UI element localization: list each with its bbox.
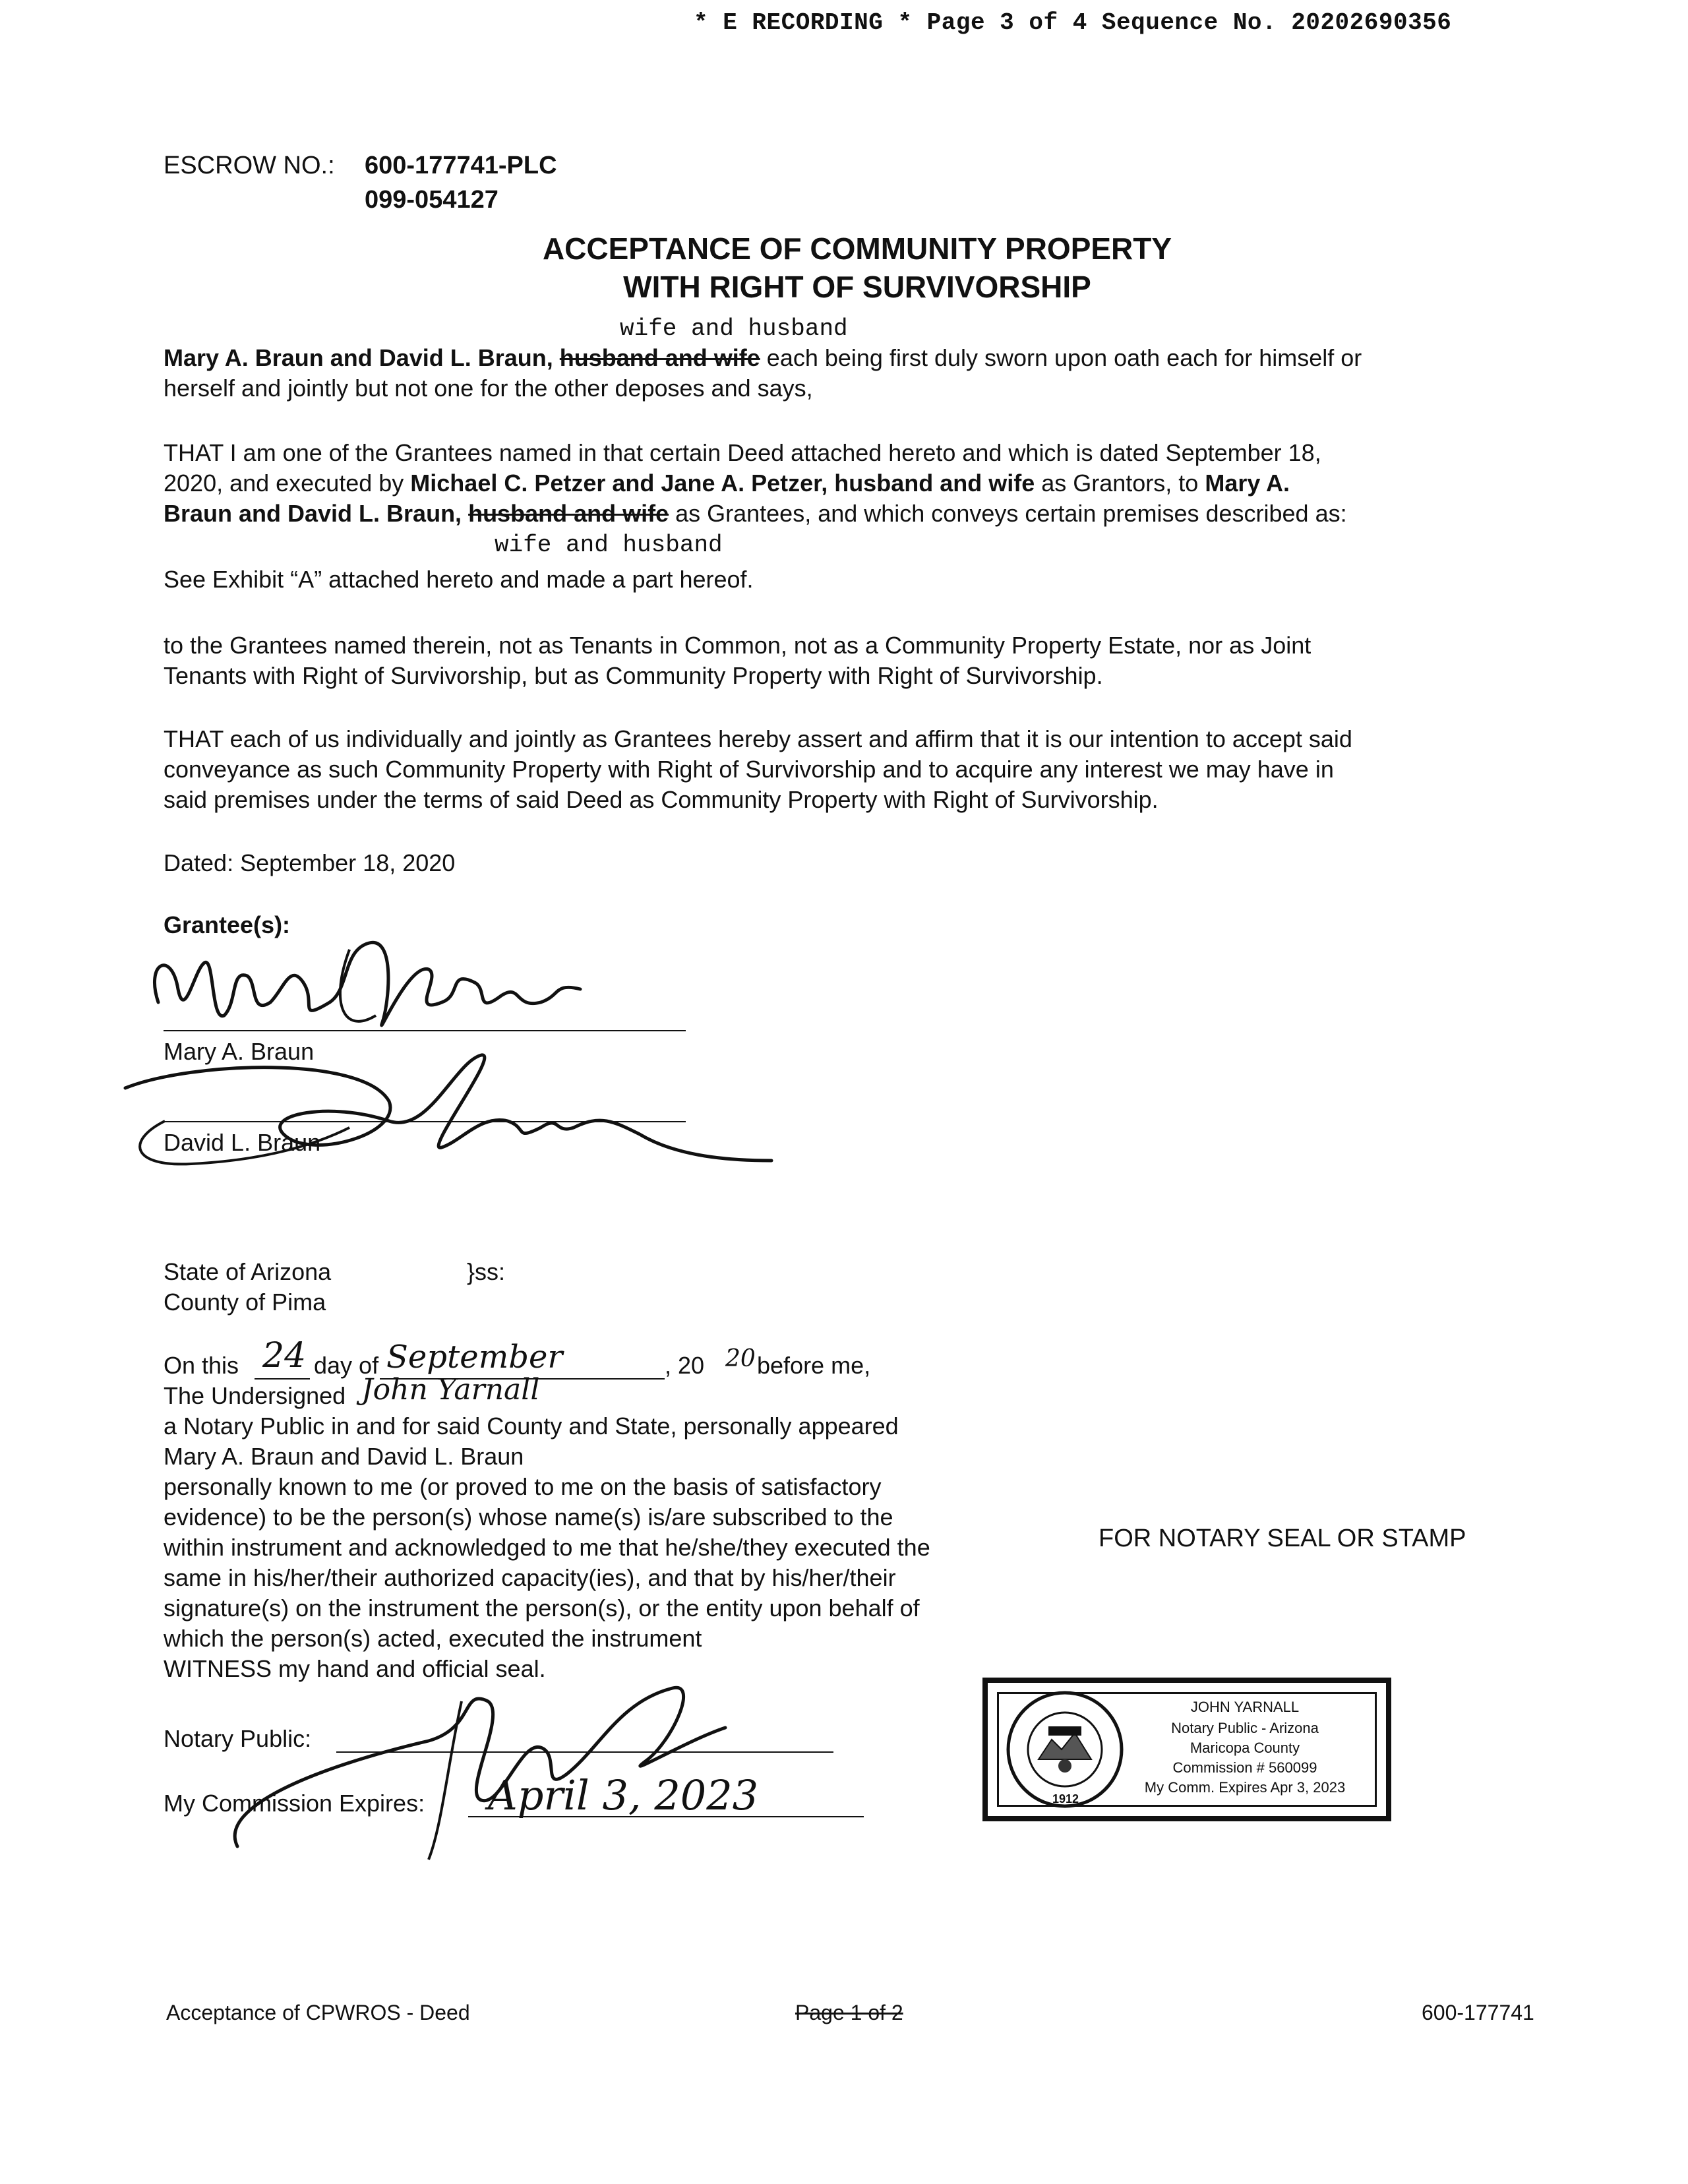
- that-2-line-1: THAT each of us individually and jointly as Grantees hereby assert and affirm that it is our intention to accept said: [164, 725, 1352, 752]
- grantees-para-line-2: Tenants with Right of Survivorship, but as Community Property with Right of Survivorship.: [164, 662, 1103, 689]
- document-title-line-2: WITH RIGHT OF SURVIVORSHIP: [623, 270, 1091, 304]
- that-1-as-grantors: as Grantors, to: [1035, 470, 1205, 497]
- intro-line-2: herself and jointly but not one for the other deposes and says,: [164, 375, 813, 402]
- ack-line-9: WITNESS my hand and official seal.: [164, 1655, 546, 1682]
- year-prefix: , 20: [665, 1352, 705, 1379]
- undersigned-label: The Undersigned: [164, 1382, 346, 1409]
- notary-public-label: Notary Public:: [164, 1725, 312, 1752]
- ack-line-2: Mary A. Braun and David L. Braun: [164, 1443, 524, 1470]
- ack-line-8: which the person(s) acted, executed the instrument: [164, 1625, 702, 1652]
- escrow-number-1: 600-177741-PLC: [365, 152, 557, 179]
- that-1-line-2: [164, 468, 1290, 499]
- signature-line-david: [164, 1121, 686, 1122]
- intro-struck-text: husband and wife: [559, 344, 760, 371]
- before-me: before me,: [757, 1352, 871, 1379]
- that-1-line-1: THAT I am one of the Grantees named in that certain Deed attached hereto and which is dated September 18,: [164, 439, 1321, 466]
- commission-expiry-handwritten: April 3, 2023: [488, 1771, 759, 1819]
- ack-line-4: evidence) to be the person(s) whose name(s) is/are subscribed to the: [164, 1503, 893, 1531]
- that-1-correction: wife and husband: [495, 531, 723, 559]
- signature-david: [112, 1048, 771, 1180]
- grantees-heading: Grantee(s):: [164, 911, 291, 938]
- signer-mary-name: Mary A. Braun: [164, 1038, 315, 1065]
- intro-rest: each being first duly sworn upon oath each for himself or: [760, 344, 1362, 371]
- notary-name-handwritten: John Yarnall: [361, 1373, 540, 1407]
- venue-county: County of Pima: [164, 1289, 326, 1316]
- stamp-county: Maricopa County: [1190, 1740, 1300, 1756]
- ack-line-5: within instrument and acknowledged to me that he/she/they executed the: [164, 1534, 930, 1561]
- grantee-names: Braun and David L. Braun,: [164, 500, 462, 527]
- stamp-notary-name: JOHN YARNALL: [1190, 1699, 1300, 1715]
- recording-header: * E RECORDING * Page 3 of 4 Sequence No. 20202690356: [694, 9, 1452, 36]
- day-of-label: day of: [314, 1352, 379, 1379]
- stamp-notary-title: Notary Public - Arizona: [1171, 1720, 1319, 1736]
- that-1-line-3: [164, 499, 1347, 529]
- footer-page-number: Page 1 of 2: [795, 2001, 903, 2024]
- seal-ring-year: 1912: [1052, 1792, 1079, 1805]
- that-1-struck-text: husband and wife: [468, 500, 669, 527]
- notary-signature: [211, 1662, 738, 1873]
- venue-state: State of Arizona: [164, 1258, 332, 1285]
- intro-line-1: [164, 343, 1362, 373]
- grantors-names: Michael C. Petzer and Jane A. Petzer, husband and wife: [410, 470, 1035, 497]
- footer-file-number: 600-177741: [1422, 2001, 1534, 2024]
- that-2-line-3: said premises under the terms of said Deed as Community Property with Right of Survivorship.: [164, 786, 1159, 813]
- exhibit-line: See Exhibit “A” attached hereto and made a part hereof.: [164, 566, 754, 593]
- commission-label: My Commission Expires:: [164, 1790, 425, 1817]
- venue-ss: }ss:: [467, 1258, 506, 1285]
- year-handwritten: 20: [725, 1345, 756, 1372]
- day-handwritten: 24: [262, 1336, 307, 1376]
- grantee-name-start: Mary A.: [1205, 470, 1290, 497]
- that-1-as-grantees: as Grantees, and which conveys certain premises described as:: [669, 500, 1347, 527]
- stamp-expiration: My Comm. Expires Apr 3, 2023: [1144, 1779, 1346, 1796]
- ack-line-3: personally known to me (or proved to me on the basis of satisfactory: [164, 1473, 882, 1500]
- ack-line-1: a Notary Public in and for said County and State, personally appeared: [164, 1412, 899, 1440]
- intro-names: Mary A. Braun and David L. Braun,: [164, 344, 553, 371]
- footer-document-name: Acceptance of CPWROS - Deed: [166, 2001, 470, 2024]
- intro-correction: wife and husband: [620, 315, 848, 342]
- signature-line-mary: [164, 1030, 686, 1031]
- that-1-executed: 2020, and executed by: [164, 470, 411, 497]
- escrow-number-2: 099-054127: [365, 186, 498, 214]
- stamp-commission-number: Commission # 560099: [1172, 1759, 1317, 1776]
- signer-david-name: David L. Braun: [164, 1129, 321, 1156]
- notary-stamp: [982, 1678, 1391, 1821]
- ack-line-6: same in his/her/their authorized capacity(ies), and that by his/her/their: [164, 1564, 896, 1591]
- on-this-label: On this: [164, 1352, 239, 1379]
- seal-caption: FOR NOTARY SEAL OR STAMP: [1099, 1525, 1466, 1552]
- month-handwritten: September: [386, 1339, 563, 1376]
- that-2-line-2: conveyance as such Community Property with Right of Survivorship and to acquire any interest we may have in: [164, 756, 1334, 783]
- grantees-para-line-1: to the Grantees named therein, not as Tenants in Common, not as a Community Property Estate, nor as Joint: [164, 632, 1311, 659]
- document-title-line-1: ACCEPTANCE OF COMMUNITY PROPERTY: [542, 231, 1172, 266]
- ack-line-7: signature(s) on the instrument the person(s), or the entity upon behalf of: [164, 1594, 920, 1622]
- day-line: [255, 1378, 310, 1380]
- escrow-label: ESCROW NO.:: [164, 152, 335, 179]
- dated-line: Dated: September 18, 2020: [164, 849, 456, 876]
